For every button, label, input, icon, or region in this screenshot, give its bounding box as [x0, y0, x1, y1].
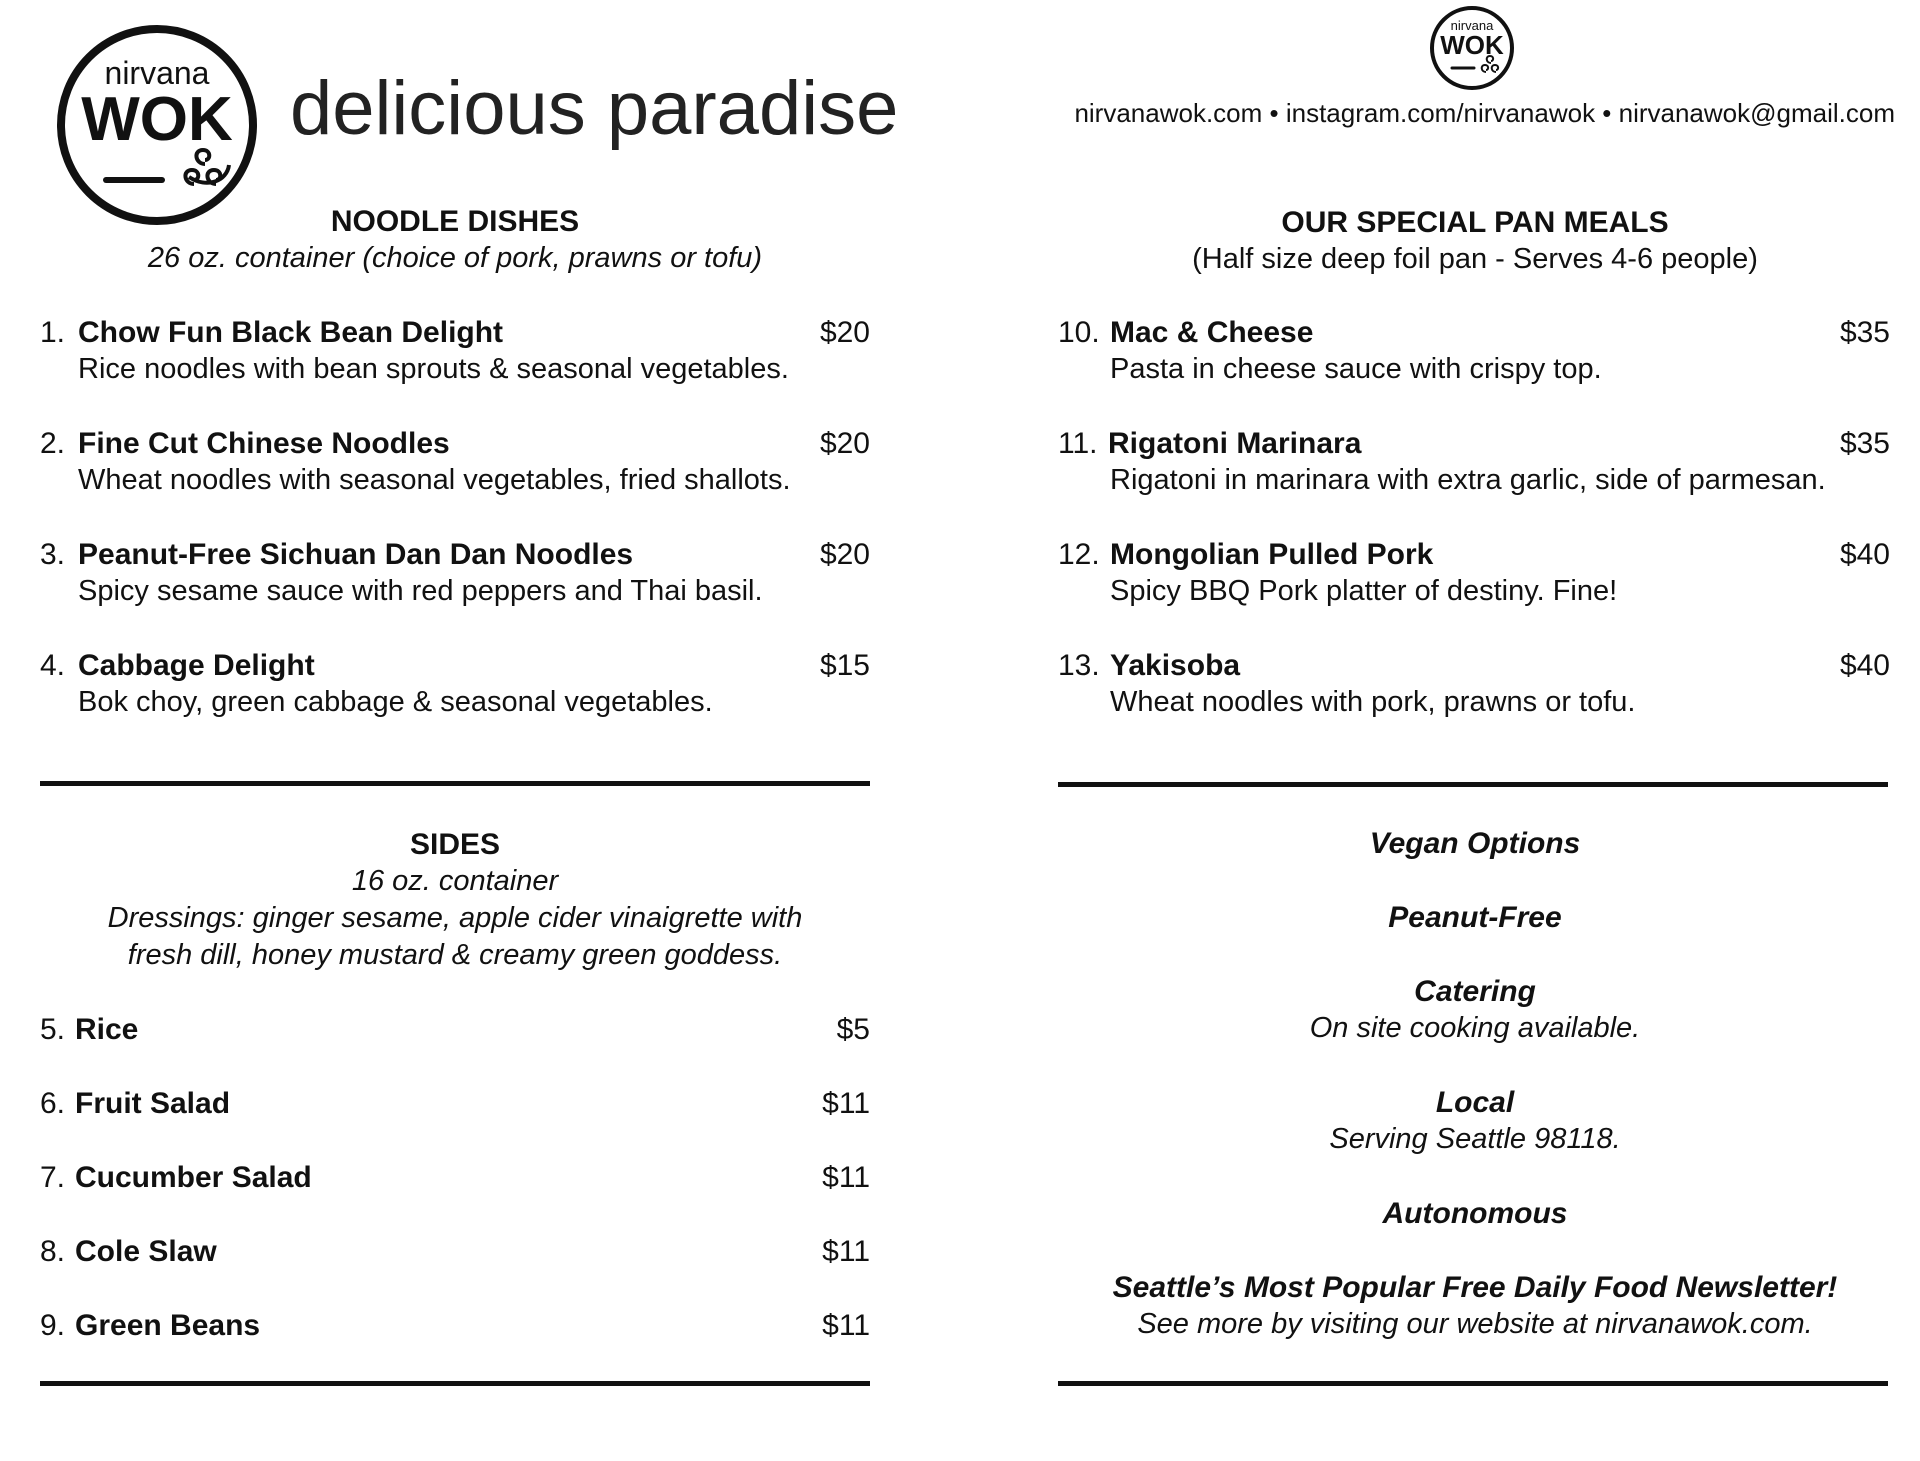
item-name: Fine Cut Chinese Noodles: [78, 427, 450, 460]
menu-item: [40, 1234, 870, 1270]
item-number: 9.: [40, 1309, 66, 1342]
item-number: 10.: [1058, 316, 1100, 349]
sides-dressings-line2: fresh dill, honey mustard & creamy green goddess.: [127, 939, 783, 971]
divider: [40, 781, 870, 786]
item-price: $20: [819, 316, 870, 349]
nirvana-wok-small-logo: [1424, 2, 1520, 92]
item-price: $15: [819, 649, 870, 682]
svg-text:nirvana: nirvana: [1450, 18, 1494, 33]
item-description: Rice noodles with bean sprouts & seasonal vegetables.: [78, 353, 789, 385]
item-number: 5.: [40, 1013, 66, 1046]
item-price: $11: [822, 1087, 870, 1120]
item-number: 2.: [40, 427, 66, 460]
pan-meals-subtitle: (Half size deep foil pan - Serves 4-6 people): [1192, 243, 1758, 275]
item-description: Wheat noodles with pork, prawns or tofu.: [1110, 686, 1636, 718]
item-number: 4.: [40, 649, 66, 682]
local-heading: Local: [1435, 1086, 1515, 1119]
item-name: Cole Slaw: [75, 1235, 217, 1268]
menu-item: [40, 315, 870, 387]
peanut-free-heading: Peanut-Free: [1388, 901, 1562, 934]
item-name: Peanut-Free Sichuan Dan Dan Noodles: [78, 538, 634, 571]
menu-item: [40, 648, 870, 720]
item-description: Pasta in cheese sauce with crispy top.: [1110, 353, 1602, 385]
item-name: Rigatoni Marinara: [1108, 427, 1362, 460]
item-price: $11: [822, 1235, 870, 1268]
menu-item: [40, 537, 870, 609]
item-number: 3.: [40, 538, 66, 571]
item-price: $20: [819, 427, 870, 460]
item-price: $35: [1839, 316, 1890, 349]
catering-text: On site cooking available.: [1309, 1012, 1641, 1044]
menu-item: [40, 1160, 870, 1196]
menu-item: [1058, 315, 1890, 387]
item-number: 12.: [1058, 538, 1100, 571]
item-name: Cucumber Salad: [75, 1161, 312, 1194]
sides-subtitle: 16 oz. container: [351, 865, 559, 897]
item-name: Fruit Salad: [75, 1087, 231, 1120]
svg-text:WOK: WOK: [81, 85, 233, 154]
item-name: Mongolian Pulled Pork: [1110, 538, 1434, 571]
catering-heading: Catering: [1414, 975, 1536, 1008]
local-text: Serving Seattle 98118.: [1329, 1123, 1621, 1155]
menu-item: [40, 1012, 870, 1048]
divider: [1058, 1381, 1888, 1386]
menu-item: [1058, 648, 1890, 720]
noodle-dishes-subtitle: 26 oz. container (choice of pork, prawns or tofu): [147, 242, 763, 274]
divider: [40, 1381, 870, 1386]
item-name: Chow Fun Black Bean Delight: [78, 316, 504, 349]
newsletter-text: See more by visiting our website at nirvanawok.com.: [1137, 1308, 1813, 1340]
item-price: $40: [1839, 649, 1890, 682]
divider: [1058, 782, 1888, 787]
menu-item: [40, 1308, 870, 1344]
tagline: delicious paradise: [290, 66, 899, 151]
item-price: $11: [822, 1161, 870, 1194]
item-name: Mac & Cheese: [1110, 316, 1314, 349]
item-name: Cabbage Delight: [78, 649, 315, 682]
item-name: Green Beans: [75, 1309, 261, 1342]
item-number: 1.: [40, 316, 66, 349]
item-description: Spicy sesame sauce with red peppers and Thai basil.: [78, 575, 763, 607]
item-description: Rigatoni in marinara with extra garlic, side of parmesan.: [1110, 464, 1826, 496]
autonomous-heading: Autonomous: [1382, 1197, 1568, 1230]
pan-meals-title: OUR SPECIAL PAN MEALS: [1281, 206, 1669, 239]
menu-item: [1058, 537, 1890, 609]
item-price: $11: [822, 1309, 870, 1342]
item-price: $35: [1839, 427, 1890, 460]
sides-dressings-line1: Dressings: ginger sesame, apple cider vinaigrette with: [107, 902, 803, 934]
item-name: Rice: [75, 1013, 139, 1046]
item-name: Yakisoba: [1110, 649, 1241, 682]
item-number: 8.: [40, 1235, 66, 1268]
item-number: 13.: [1058, 649, 1100, 682]
item-number: 6.: [40, 1087, 66, 1120]
item-number: 11.: [1058, 427, 1098, 460]
contact-line: nirvanawok.com • instagram.com/nirvanawok • nirvanawok@gmail.com: [1074, 98, 1895, 128]
item-description: Spicy BBQ Pork platter of destiny. Fine!: [1110, 575, 1618, 607]
menu-item: [1058, 426, 1890, 498]
vegan-options-heading: Vegan Options: [1369, 827, 1581, 860]
item-number: 7.: [40, 1161, 66, 1194]
svg-text:nirvana: nirvana: [104, 55, 210, 91]
item-price: $40: [1839, 538, 1890, 571]
svg-text:WOK: WOK: [1440, 30, 1504, 60]
menu-item: [40, 426, 870, 498]
item-description: Wheat noodles with seasonal vegetables, fried shallots.: [78, 464, 791, 496]
menu-item: [40, 1086, 870, 1122]
item-price: $5: [836, 1013, 870, 1046]
item-description: Bok choy, green cabbage & seasonal vegetables.: [78, 686, 713, 718]
noodle-dishes-title: NOODLE DISHES: [330, 205, 580, 238]
item-price: $20: [819, 538, 870, 571]
newsletter-heading: Seattle’s Most Popular Free Daily Food Newsletter!: [1112, 1271, 1838, 1304]
nirvana-wok-logo: [44, 22, 270, 228]
sides-title: SIDES: [409, 828, 501, 861]
